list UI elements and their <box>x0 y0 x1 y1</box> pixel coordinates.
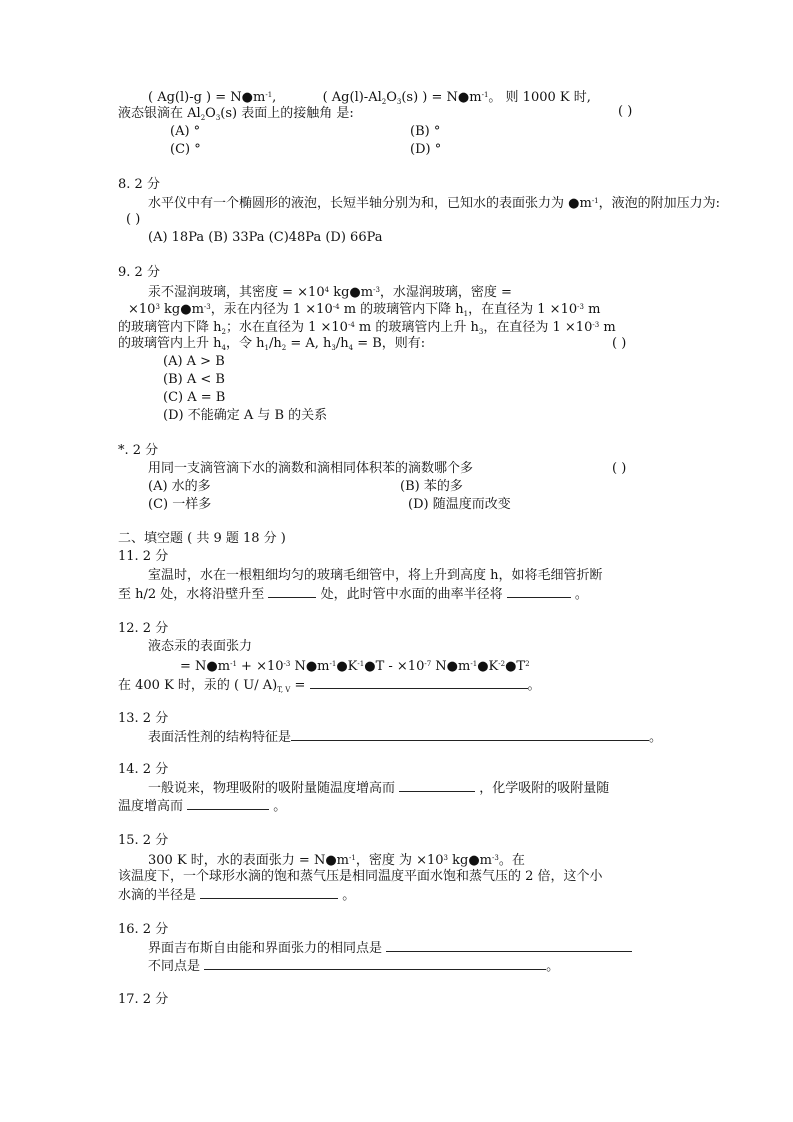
q17-header: 17. 2 分 <box>118 992 169 1007</box>
q8-header: 8. 2 分 <box>118 177 160 192</box>
q11-line1: 室温时，水在一根粗细均匀的玻璃毛细管中，将上升到高度 h，如将毛细管折断 <box>148 568 603 583</box>
q14-line2: 温度增高而 。 <box>118 799 287 814</box>
q14-header: 14. 2 分 <box>118 762 169 777</box>
q10-option-a: (A) 水的多 <box>148 479 211 494</box>
q16-header: 16. 2 分 <box>118 922 169 937</box>
q9-line4: 的玻璃管内上升 $h_4$，令 $h_1/h_2 = A$, $h_3/h_4 = B$，则有: <box>118 336 426 352</box>
q9-line1: 汞不湿润玻璃，其密度 = $\times 10^4$ $kg●m^{-3}$，水湿润玻璃，密度 = <box>148 285 512 300</box>
q9-line3: 的玻璃管内下降 $h_2$；水在直径为 $1 \times 10^{-4}$ m 的玻璃管内上升 $h_3$，在直径为 $1 \times 10^{-3}$ m <box>118 320 616 336</box>
q16-line1: 界面吉布斯自由能和界面张力的相同点是 <box>148 940 632 956</box>
q9-option-c: (C) A = B <box>163 390 226 405</box>
q16-blank-2[interactable] <box>204 958 546 970</box>
q12-line3: 在 400 K 时，汞的 ( U/ $A)_{T, V}$ = 。 <box>118 678 541 694</box>
q11-line2: 至 h/2 处，水将沿壁升至 处，此时管中水面的曲率半径将 。 <box>118 587 588 602</box>
q11-header: 11. 2 分 <box>118 549 169 564</box>
q10-text: 用同一支滴管滴下水的滴数和滴相同体积苯的滴数哪个多 <box>148 461 474 476</box>
q8-options: (A) 18Pa (B) 33Pa (C)48Pa (D) 66Pa <box>148 230 383 245</box>
q15-line1: 300 K 时，水的表面张力 = $N●m^{-1}$，密度 为 $\times 10^3$ $kg●m^{-3}$。在 <box>148 853 525 868</box>
q14-line1: 一般说来，物理吸附的吸附量随温度增高而 ，化学吸附的吸附量随 <box>148 781 610 796</box>
q7-line1: ( Ag(l)-g ) = $N●m^{-1}$, ( $Ag(l)-Al_2O_3(s)$ ) = $N●m^{-1}$。 则 1000 K 时, <box>148 90 591 106</box>
q9-answer-paren[interactable]: ( ) <box>612 336 627 351</box>
q12-header: 12. 2 分 <box>118 621 169 636</box>
q10-option-c: (C) 一样多 <box>148 497 212 512</box>
q15-line2: 该温度下，一个球形水滴的饱和蒸气压是相同温度平面水饱和蒸气压的 2 倍，这个小 <box>118 869 603 884</box>
q12-formula: = $N●m^{-1} + \times 10^{-3}$ $N●m^{-1}●K^{-1}●T - \times 10^{-7}$ $N●m^{-1}●K^{-2}●T^2$ <box>180 659 530 674</box>
q16-line2: 不同点是 。 <box>148 959 560 974</box>
q10-option-b: (B) 苯的多 <box>400 479 463 494</box>
q14-blank-2[interactable] <box>187 798 269 810</box>
q11-blank-1[interactable] <box>268 586 316 598</box>
q7-option-b: (B) ° <box>410 124 441 139</box>
q10-answer-paren[interactable]: ( ) <box>612 461 627 476</box>
q15-header: 15. 2 分 <box>118 833 169 848</box>
q7-option-a: (A) ° <box>170 124 201 139</box>
q12-blank[interactable] <box>310 677 528 689</box>
q16-blank-1[interactable] <box>386 940 632 952</box>
q10-option-d: (D) 随温度而改变 <box>408 497 511 512</box>
q13-line1: 表面活性剂的结构特征是 。 <box>148 730 663 745</box>
q9-option-b: (B) A < B <box>163 372 225 387</box>
q7-option-d: (D) ° <box>410 142 442 157</box>
q8-text: 水平仪中有一个椭圆形的液泡，长短半轴分别为和，已知水的表面张力为 $●m^{-1}$，液泡的附加压力为: <box>148 196 721 211</box>
q12-line1: 液态汞的表面张力 <box>148 639 253 654</box>
q11-blank-2[interactable] <box>507 586 571 598</box>
q14-blank-1[interactable] <box>399 780 475 792</box>
q7-option-c: (C) ° <box>170 142 201 157</box>
q7-answer-paren[interactable]: ( ) <box>618 104 633 119</box>
q10-header: *. 2 分 <box>118 443 159 458</box>
q15-line3: 水滴的半径是 。 <box>118 888 356 903</box>
q9-header: 9. 2 分 <box>118 265 160 280</box>
q13-blank[interactable] <box>291 729 649 741</box>
q9-line2: $\times 10^3$ $kg●m^{-3}$，汞在内径为 $1 \times 10^{-4}$ m 的玻璃管内下降 $h_1$，在直径为 $1 \times 10^{-3}$ m <box>128 302 601 318</box>
q8-answer-paren[interactable]: ( ) <box>126 212 141 227</box>
q9-option-a: (A) A > B <box>163 354 225 369</box>
q9-option-d: (D) 不能确定 A 与 B 的关系 <box>163 408 328 423</box>
q7-line2: 液态银滴在 $Al_2O_3(s)$ 表面上的接触角 是: <box>118 106 354 122</box>
section-title: 二、填空题 ( 共 9 题 18 分 ) <box>118 531 286 546</box>
q15-blank[interactable] <box>200 887 338 899</box>
q13-header: 13. 2 分 <box>118 711 169 726</box>
